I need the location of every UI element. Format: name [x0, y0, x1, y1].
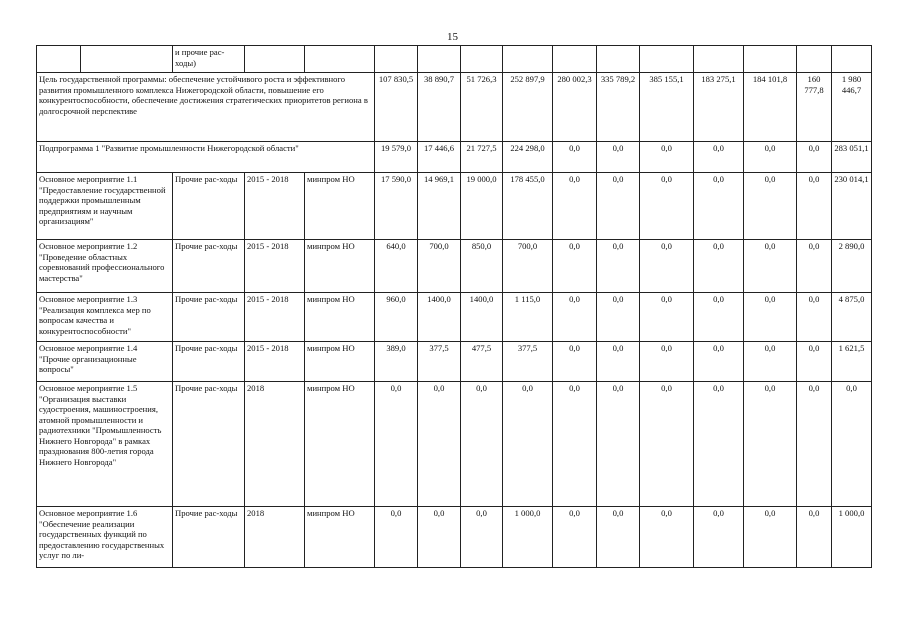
value-cell: 389,0 — [375, 342, 418, 382]
value-cell: 224 298,0 — [503, 142, 553, 173]
value-cell: 0,0 — [640, 142, 694, 173]
period-cell: 2015 - 2018 — [245, 240, 305, 293]
value-cell: 0,0 — [597, 240, 640, 293]
value-cell: 0,0 — [640, 382, 694, 507]
value-cell: 0,0 — [744, 240, 797, 293]
value-cell: 0,0 — [744, 173, 797, 240]
table-row-measure — [37, 293, 872, 342]
value-cell: 385 155,1 — [640, 73, 694, 142]
value-cell: 0,0 — [597, 507, 640, 568]
table-cell — [81, 46, 173, 73]
value-cell: 0,0 — [461, 507, 503, 568]
expense-type-cell: Прочие рас-ходы — [173, 507, 245, 568]
measure-name: Основное мероприятие 1.1 "Предоставление государственной поддержки промышленным предприятиям и научным организациям" — [37, 173, 173, 240]
expense-type-cell: Прочие рас-ходы — [173, 173, 245, 240]
total-cell: 2 890,0 — [832, 240, 872, 293]
value-cell: 0,0 — [597, 173, 640, 240]
table-row-subprogram — [37, 142, 872, 173]
value-cell: 0,0 — [694, 173, 744, 240]
value-cell: 160 777,8 — [797, 73, 832, 142]
executor-cell: минпром НО — [305, 342, 375, 382]
value-cell: 0,0 — [797, 173, 832, 240]
expense-type-cell: Прочие рас-ходы — [173, 342, 245, 382]
table-cell — [461, 46, 503, 73]
value-cell: 0,0 — [375, 382, 418, 507]
value-cell: 0,0 — [797, 240, 832, 293]
program-goal-label: Цель государственной программы: обеспечение устойчивого роста и эффективного развития промышленного комплекса Нижегородской области, повышение его конкурентоспособности, обеспечение достижения стратегических приоритетов региона в долгосрочной перспективе — [37, 73, 375, 142]
value-cell: 0,0 — [553, 173, 597, 240]
measure-name: Основное мероприятие 1.5 "Организация выставки судостроения, машиностроения, атомной промышленности и радиотехники "Промышленность Нижнего Новгорода" в рамках празднования 800-летия города Нижнего Новгорода" — [37, 382, 173, 507]
expense-type-cell: и прочие рас-ходы) — [173, 46, 245, 73]
measure-name: Основное мероприятие 1.2 "Проведение областных соревнований профессионального мастерства" — [37, 240, 173, 293]
value-cell: 17 446,6 — [418, 142, 461, 173]
table-cell — [305, 46, 375, 73]
value-cell: 0,0 — [503, 382, 553, 507]
table-row-program-goal — [37, 73, 872, 142]
expense-type-cell: Прочие рас-ходы — [173, 240, 245, 293]
value-cell: 960,0 — [375, 293, 418, 342]
value-cell: 51 726,3 — [461, 73, 503, 142]
total-cell: 4 875,0 — [832, 293, 872, 342]
value-cell: 252 897,9 — [503, 73, 553, 142]
value-cell: 0,0 — [797, 342, 832, 382]
measure-name: Основное мероприятие 1.3 "Реализация комплекса мер по вопросам качества и конкурентоспособности" — [37, 293, 173, 342]
total-cell: 1 000,0 — [832, 507, 872, 568]
value-cell: 0,0 — [375, 507, 418, 568]
table-cell — [553, 46, 597, 73]
value-cell: 0,0 — [694, 142, 744, 173]
value-cell: 0,0 — [597, 293, 640, 342]
value-cell: 0,0 — [640, 240, 694, 293]
value-cell: 178 455,0 — [503, 173, 553, 240]
value-cell: 21 727,5 — [461, 142, 503, 173]
value-cell: 0,0 — [597, 142, 640, 173]
value-cell: 0,0 — [597, 342, 640, 382]
value-cell: 377,5 — [503, 342, 553, 382]
value-cell: 640,0 — [375, 240, 418, 293]
value-cell: 335 789,2 — [597, 73, 640, 142]
table-row-measure — [37, 173, 872, 240]
table-cell — [744, 46, 797, 73]
total-cell: 283 051,1 — [832, 142, 872, 173]
table-row-continuation — [37, 46, 872, 73]
table-cell — [245, 46, 305, 73]
value-cell: 0,0 — [553, 240, 597, 293]
value-cell: 1 115,0 — [503, 293, 553, 342]
table-cell — [797, 46, 832, 73]
value-cell: 0,0 — [553, 142, 597, 173]
expense-type-cell: Прочие рас-ходы — [173, 293, 245, 342]
value-cell: 0,0 — [797, 382, 832, 507]
value-cell: 14 969,1 — [418, 173, 461, 240]
value-cell: 19 000,0 — [461, 173, 503, 240]
value-cell: 0,0 — [797, 142, 832, 173]
value-cell: 0,0 — [694, 293, 744, 342]
value-cell: 0,0 — [797, 507, 832, 568]
value-cell: 377,5 — [418, 342, 461, 382]
total-cell: 1 980 446,7 — [832, 73, 872, 142]
table-cell — [597, 46, 640, 73]
table-cell — [640, 46, 694, 73]
value-cell: 0,0 — [418, 382, 461, 507]
page-number: 15 — [447, 31, 458, 43]
value-cell: 107 830,5 — [375, 73, 418, 142]
value-cell: 0,0 — [553, 293, 597, 342]
total-cell: 230 014,1 — [832, 173, 872, 240]
total-cell: 1 621,5 — [832, 342, 872, 382]
value-cell: 0,0 — [553, 382, 597, 507]
value-cell: 0,0 — [694, 382, 744, 507]
executor-cell: минпром НО — [305, 173, 375, 240]
value-cell: 0,0 — [640, 293, 694, 342]
executor-cell: минпром НО — [305, 293, 375, 342]
value-cell: 1400,0 — [418, 293, 461, 342]
value-cell: 0,0 — [744, 142, 797, 173]
value-cell: 700,0 — [503, 240, 553, 293]
value-cell: 0,0 — [744, 342, 797, 382]
executor-cell: минпром НО — [305, 507, 375, 568]
total-cell: 0,0 — [832, 382, 872, 507]
table-cell — [37, 46, 81, 73]
table-cell — [418, 46, 461, 73]
value-cell: 184 101,8 — [744, 73, 797, 142]
value-cell: 0,0 — [694, 240, 744, 293]
period-cell: 2015 - 2018 — [245, 342, 305, 382]
value-cell: 0,0 — [694, 342, 744, 382]
value-cell: 0,0 — [797, 293, 832, 342]
value-cell: 477,5 — [461, 342, 503, 382]
value-cell: 280 002,3 — [553, 73, 597, 142]
expense-type-cell: Прочие рас-ходы — [173, 382, 245, 507]
value-cell: 0,0 — [597, 382, 640, 507]
value-cell: 0,0 — [640, 507, 694, 568]
table-row-measure — [37, 342, 872, 382]
value-cell: 1 000,0 — [503, 507, 553, 568]
value-cell: 1400,0 — [461, 293, 503, 342]
value-cell: 17 590,0 — [375, 173, 418, 240]
period-cell: 2015 - 2018 — [245, 293, 305, 342]
measure-name: Основное мероприятие 1.4 "Прочие организационные вопросы" — [37, 342, 173, 382]
value-cell: 19 579,0 — [375, 142, 418, 173]
value-cell: 0,0 — [418, 507, 461, 568]
executor-cell: минпром НО — [305, 382, 375, 507]
period-cell: 2018 — [245, 507, 305, 568]
table-cell — [375, 46, 418, 73]
value-cell: 700,0 — [418, 240, 461, 293]
value-cell: 38 890,7 — [418, 73, 461, 142]
value-cell: 850,0 — [461, 240, 503, 293]
value-cell: 0,0 — [553, 507, 597, 568]
value-cell: 0,0 — [744, 293, 797, 342]
measure-name: Основное мероприятие 1.6 "Обеспечение реализации государственных функций по предоставлению государственных услуг по ли- — [37, 507, 173, 568]
table-cell — [694, 46, 744, 73]
table-row-measure — [37, 382, 872, 507]
value-cell: 183 275,1 — [694, 73, 744, 142]
value-cell: 0,0 — [553, 342, 597, 382]
value-cell: 0,0 — [640, 342, 694, 382]
value-cell: 0,0 — [744, 507, 797, 568]
table-cell — [832, 46, 872, 73]
value-cell: 0,0 — [461, 382, 503, 507]
period-cell: 2018 — [245, 382, 305, 507]
value-cell: 0,0 — [744, 382, 797, 507]
table-row-measure — [37, 507, 872, 568]
table-row-measure — [37, 240, 872, 293]
budget-table — [36, 45, 872, 568]
value-cell: 0,0 — [640, 173, 694, 240]
subprogram-label: Подпрограмма 1 "Развитие промышленности Нижегородской области" — [37, 142, 375, 173]
executor-cell: минпром НО — [305, 240, 375, 293]
period-cell: 2015 - 2018 — [245, 173, 305, 240]
value-cell: 0,0 — [694, 507, 744, 568]
table-cell — [503, 46, 553, 73]
